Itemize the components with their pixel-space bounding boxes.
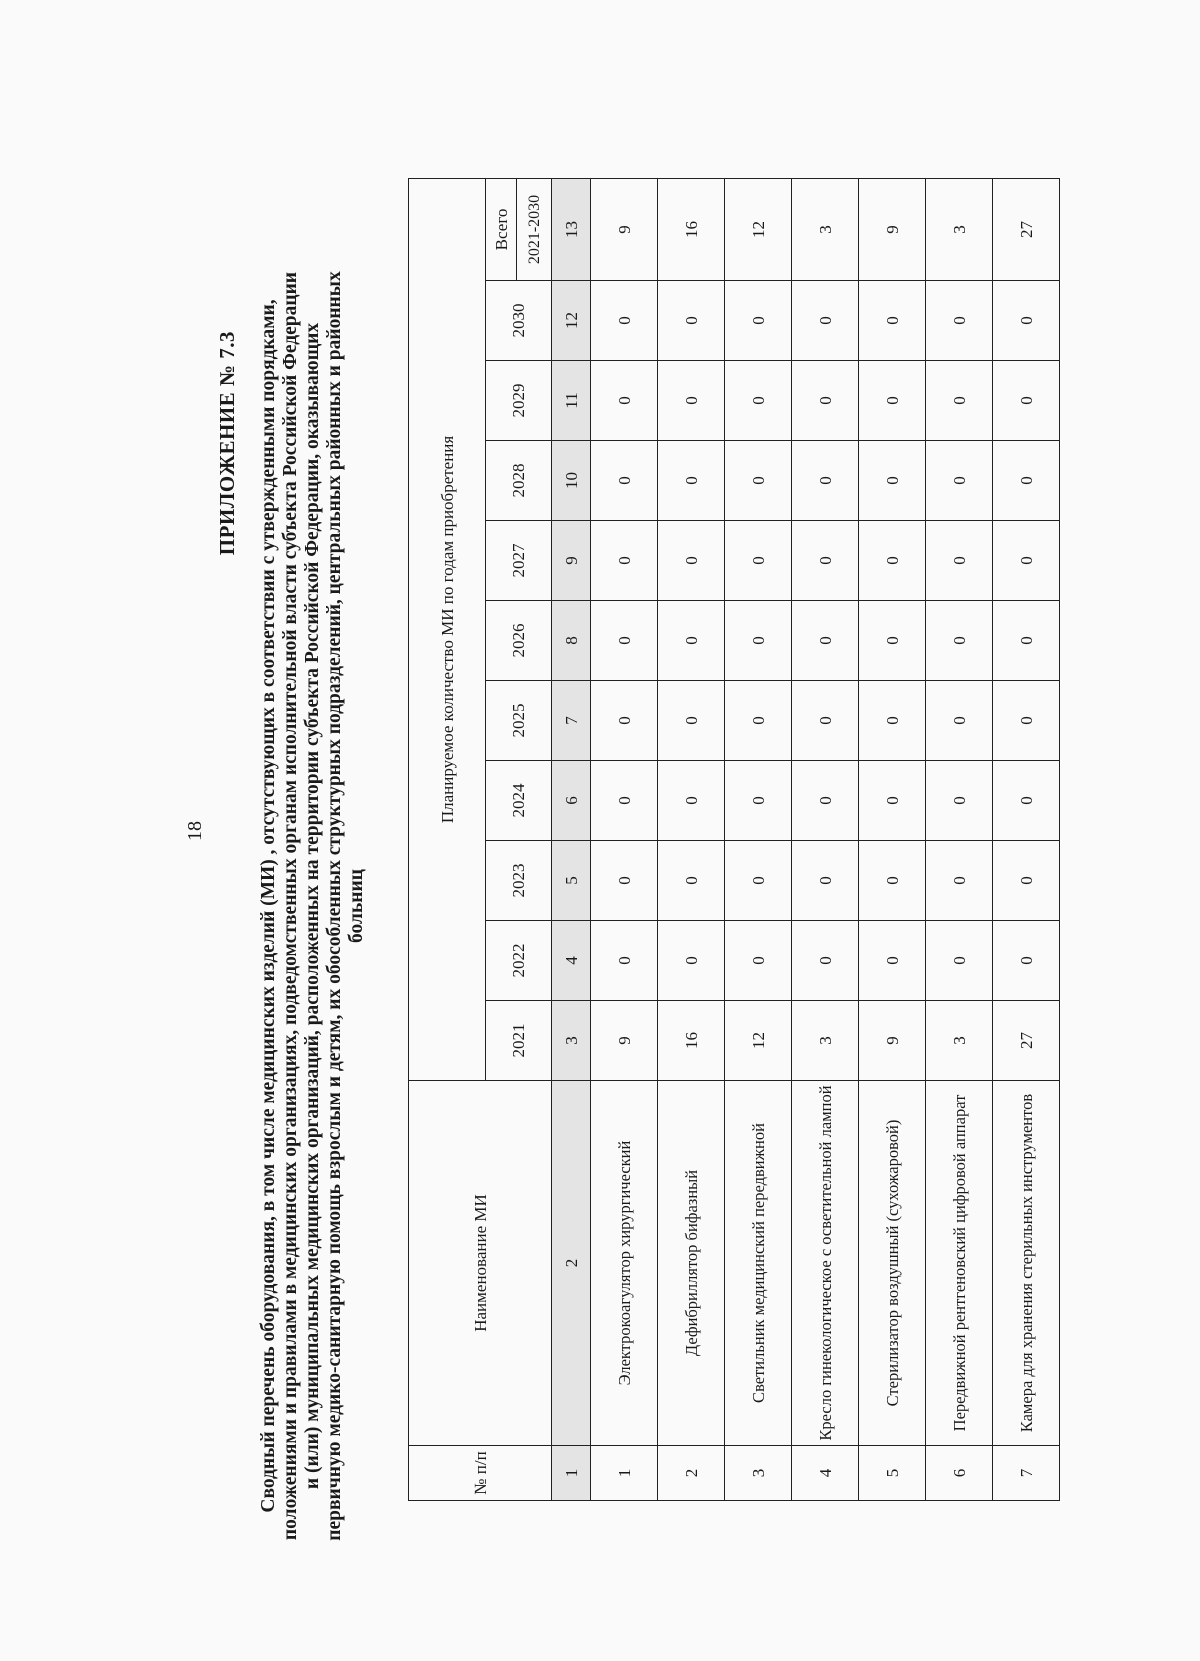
year-value: 0 [658,921,725,1001]
column-number: 5 [552,841,591,921]
year-value: 0 [926,921,993,1001]
equipment-table [408,178,1060,1501]
header-total-range: 2021-2030 [517,178,552,280]
total-value: 16 [658,178,725,280]
year-value: 0 [658,761,725,841]
year-value: 0 [859,761,926,841]
device-name: Стерилизатор воздушный (сухожаровой) [859,1081,926,1446]
table-row [859,178,926,1500]
column-number: 10 [552,441,591,521]
device-name: Дефибриллятор бифазный [658,1081,725,1446]
year-value: 0 [926,441,993,521]
year-value: 9 [591,1001,658,1081]
year-value: 0 [658,841,725,921]
header-total: Всего [486,178,517,280]
year-value: 0 [591,601,658,681]
year-value: 0 [926,281,993,361]
header-year: 2030 [486,281,552,361]
year-value: 0 [658,441,725,521]
row-number: 1 [591,1446,658,1501]
page-number: 18 [184,821,206,841]
year-value: 0 [926,761,993,841]
column-number: 1 [552,1446,591,1501]
year-value: 0 [993,681,1060,761]
header-year: 2026 [486,601,552,681]
year-value: 0 [859,841,926,921]
rotated-page [170,91,1060,1571]
year-value: 0 [725,761,792,841]
header-year: 2023 [486,841,552,921]
year-value: 0 [859,921,926,1001]
year-value: 0 [792,441,859,521]
table-row [993,178,1060,1500]
header-year: 2029 [486,361,552,441]
year-value: 0 [725,601,792,681]
year-value: 0 [926,521,993,601]
column-number: 9 [552,521,591,601]
year-value: 0 [591,681,658,761]
year-value: 0 [859,281,926,361]
column-number: 3 [552,1001,591,1081]
year-value: 0 [725,441,792,521]
year-value: 27 [993,1001,1060,1081]
device-name: Электрокоагулятор хирургический [591,1081,658,1446]
year-value: 0 [993,441,1060,521]
device-name: Кресло гинекологическое с осветительной лампой [792,1081,859,1446]
header-year: 2025 [486,681,552,761]
table-row [792,178,859,1500]
year-value: 0 [658,361,725,441]
year-value: 0 [792,281,859,361]
header-year: 2024 [486,761,552,841]
header-year: 2021 [486,1001,552,1081]
year-value: 0 [725,281,792,361]
table-row [926,178,993,1500]
year-value: 0 [792,601,859,681]
table-row [725,178,792,1500]
year-value: 3 [792,1001,859,1081]
year-value: 0 [993,361,1060,441]
year-value: 9 [859,1001,926,1081]
year-value: 0 [725,921,792,1001]
year-value: 0 [792,681,859,761]
year-value: 16 [658,1001,725,1081]
column-number: 4 [552,921,591,1001]
table-row [591,178,658,1500]
year-value: 12 [725,1001,792,1081]
table-row [658,178,725,1500]
year-value: 0 [591,361,658,441]
year-value: 0 [725,841,792,921]
total-value: 12 [725,178,792,280]
year-value: 0 [591,521,658,601]
row-number: 6 [926,1446,993,1501]
header-year: 2028 [486,441,552,521]
column-number: 6 [552,761,591,841]
year-value: 0 [859,681,926,761]
column-number: 13 [552,178,591,280]
year-value: 0 [926,681,993,761]
row-number: 5 [859,1446,926,1501]
year-value: 0 [993,281,1060,361]
year-value: 0 [859,441,926,521]
header-number: № п/п [409,1446,552,1501]
year-value: 0 [993,921,1060,1001]
year-value: 0 [591,441,658,521]
document-heading: Сводный перечень оборудования, в том числе медицинских изделий (МИ) , отсутствующих в соответствии с утвержденными порядками, положениями и правилами в медицинских организациях, подведомственных органам исполнительной власти субъекта Российской Федерации и (или) муниципальных медицинских организаций, расположенных на территории субъекта Российской Федерации, оказывающих первичную медико-санитарную помощь взрослым и детям, их обособленных структурных подразделений, центральных районных и районных больниц [258,271,367,1541]
column-number-row [552,178,591,1500]
row-number: 3 [725,1446,792,1501]
header-year: 2027 [486,521,552,601]
column-number: 8 [552,601,591,681]
row-number: 2 [658,1446,725,1501]
header-year: 2022 [486,921,552,1001]
header-planned: Планируемое количество МИ по годам приобретения [409,178,486,1080]
column-number: 7 [552,681,591,761]
year-value: 0 [725,521,792,601]
column-number: 12 [552,281,591,361]
total-value: 27 [993,178,1060,280]
year-value: 0 [658,281,725,361]
year-value: 0 [792,921,859,1001]
year-value: 0 [993,761,1060,841]
year-value: 0 [993,521,1060,601]
year-value: 0 [591,281,658,361]
year-value: 0 [926,361,993,441]
year-value: 0 [725,681,792,761]
year-value: 3 [926,1001,993,1081]
total-value: 3 [926,178,993,280]
column-number: 11 [552,361,591,441]
year-value: 0 [926,601,993,681]
year-value: 0 [792,761,859,841]
year-value: 0 [792,361,859,441]
year-value: 0 [658,601,725,681]
year-value: 0 [591,921,658,1001]
header-name: Наименование МИ [409,1081,552,1446]
column-number: 2 [552,1081,591,1446]
year-value: 0 [859,521,926,601]
total-value: 3 [792,178,859,280]
year-value: 0 [591,761,658,841]
total-value: 9 [859,178,926,280]
header-row [409,178,486,1500]
device-name: Передвижной рентгеновский цифровой аппарат [926,1081,993,1446]
appendix-title: ПРИЛОЖЕНИЕ № 7.3 [215,331,239,556]
device-name: Светильник медицинский передвижной [725,1081,792,1446]
year-value: 0 [792,841,859,921]
year-value: 0 [792,521,859,601]
year-value: 0 [725,361,792,441]
year-value: 0 [993,601,1060,681]
year-value: 0 [859,361,926,441]
year-value: 0 [926,841,993,921]
year-value: 0 [591,841,658,921]
year-value: 0 [993,841,1060,921]
year-value: 0 [859,601,926,681]
row-number: 7 [993,1446,1060,1501]
total-value: 9 [591,178,658,280]
device-name: Камера для хранения стерильных инструментов [993,1081,1060,1446]
year-value: 0 [658,521,725,601]
year-value: 0 [658,681,725,761]
row-number: 4 [792,1446,859,1501]
